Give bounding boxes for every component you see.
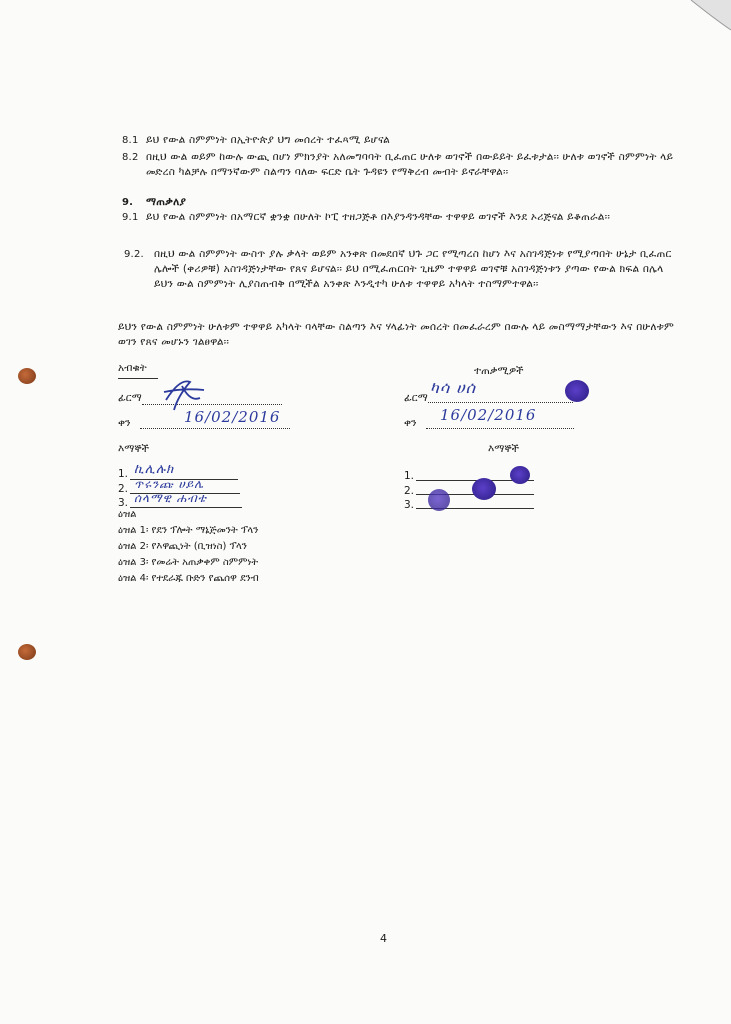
- right-witness-1-number: 1.: [404, 470, 415, 482]
- left-party-title: አብቁት: [118, 362, 147, 374]
- left-witness-1-signature: ኪሊሉክ: [134, 462, 175, 477]
- clause-8-2: 8.2 በዚህ ውል ወይም ከውሉ ውጪ በሆነ ምክንያት አለመግባባት ቢፈጠር ሁለቱ ወገኖች በውይይት ይፈቱታል፡፡ ሁለቱ ወገኖች ስምምነት ላይ መድረስ ካልቻሉ በማንኛውም ስልጣን ባለው ፍርድ ቤት ጉዳዩን የማቅረብ መብት ይኖራቸዋል፡፡: [122, 151, 674, 178]
- annex-item-1: ዕዝል 1፡ የደን ፕሎት ማኔጅመንት ፕላን: [118, 525, 259, 536]
- right-date-line: [426, 428, 574, 429]
- right-signature-mark: ካሳ ሀሰ: [430, 378, 476, 397]
- clause-8-1: 8.1 ይህ የውል ስምምነት በኢትዮጵያ ህግ መሰረት ተፈጻሚ ይሆናል: [122, 134, 390, 146]
- right-witness-2-number: 2.: [404, 485, 415, 497]
- clause-9-heading: 9. ማጠቃለያ: [122, 196, 187, 208]
- right-party-title: ተጠቃሚዎች: [474, 365, 524, 377]
- left-title-underline: [118, 378, 158, 379]
- punch-hole-top: [18, 368, 36, 384]
- left-witness-1-number: 1.: [118, 468, 129, 480]
- page-corner-curl: [661, 0, 731, 40]
- left-date-value: 16/02/2016: [184, 408, 281, 426]
- left-witness-2-signature: ጥሩንጩ ሀይሌ: [134, 477, 205, 491]
- right-witness-1-stamp: [510, 466, 530, 484]
- annex-title: ዕዝል: [118, 509, 137, 520]
- clause-9-1: 9.1 ይህ የውል ስምምነት በአማርኛ ቋንቋ በሁለት ኮፒ ተዘጋጅቶ በእያንዳንዳቸው ተዋዋይ ወገኖች እንደ ኦሪጅናል ይቆጠራል፡፡: [122, 211, 611, 223]
- annex-item-3: ዕዝል 3፡ የመሬት አጠቃቀም ስምምነት: [118, 557, 259, 568]
- right-date-value: 16/02/2016: [440, 406, 537, 424]
- right-signature-label: ፊርማ: [404, 392, 428, 404]
- left-date-label: ቀን: [118, 417, 131, 429]
- left-witness-2-number: 2.: [118, 483, 129, 495]
- left-signature-label: ፊርማ: [118, 392, 142, 404]
- punch-hole-bottom: [18, 644, 36, 660]
- right-date-label: ቀን: [404, 417, 417, 429]
- left-witness-3-line: [130, 507, 242, 508]
- right-signature-line: [428, 402, 573, 403]
- annex-item-4: ዕዝል 4፡ የተደራጁ ቡድን የጨሰዋ ደንብ: [118, 573, 259, 584]
- left-signature-mark: [160, 376, 210, 412]
- closing-statement: ይህን የውል ስምምነት ሁለቱም ተዋዋይ አካላት ባላቸው ስልጣን እና ሃላፊነት መሰረት በመፈራረም በውሉ ላይ መስማማታቸውን እና በሁለቱም ወገን የጸና መሆኑን ገልፀዋል፡፡: [118, 321, 675, 348]
- page-number: 4: [380, 932, 387, 945]
- right-witnesses-title: እማኞች: [488, 443, 520, 455]
- left-witness-3-number: 3.: [118, 497, 129, 509]
- left-witness-3-signature: ሰላማዊ ሐብቴ: [134, 491, 207, 505]
- right-witness-2-stamp: [472, 478, 496, 500]
- annex-item-2: ዕዝል 2፡ የእዋጪነት (ቢዝነስ) ፕላን: [118, 541, 248, 552]
- left-witnesses-title: እማኞች: [118, 443, 150, 455]
- clause-9-2: 9.2. በዚህ ውል ስምምነት ውስጥ ያሉ ቃላት ወይም አንቀጽ በመደበኛ ህጉ ጋር የሚጣረስ ከሆነ እና አስገዳጅነቱ የሚያጣበት ሁኔታ ቢፈጠር ሌሎች (ቀሪዎቹ) አስገዳጅነታቸው የጸና ይሆናል፡፡ ይህ በሚፈጠርበት ጊዜም ተዋዋይ ወገኖቹ አስገዳጅነቱን ያጣው የውል ክፍል በሌላ ይህን ውል ስምምነት ሊያስጠብቅ በሚችል አንቀጽ እንዲተካ ሁለቱ ተዋዋይ አካላት ተስማምተዋል፡፡: [124, 248, 672, 290]
- right-witness-3-number: 3.: [404, 499, 415, 511]
- right-signature-stamp: [565, 380, 589, 402]
- left-date-line: [140, 428, 290, 429]
- right-witness-3-stamp: [428, 489, 450, 511]
